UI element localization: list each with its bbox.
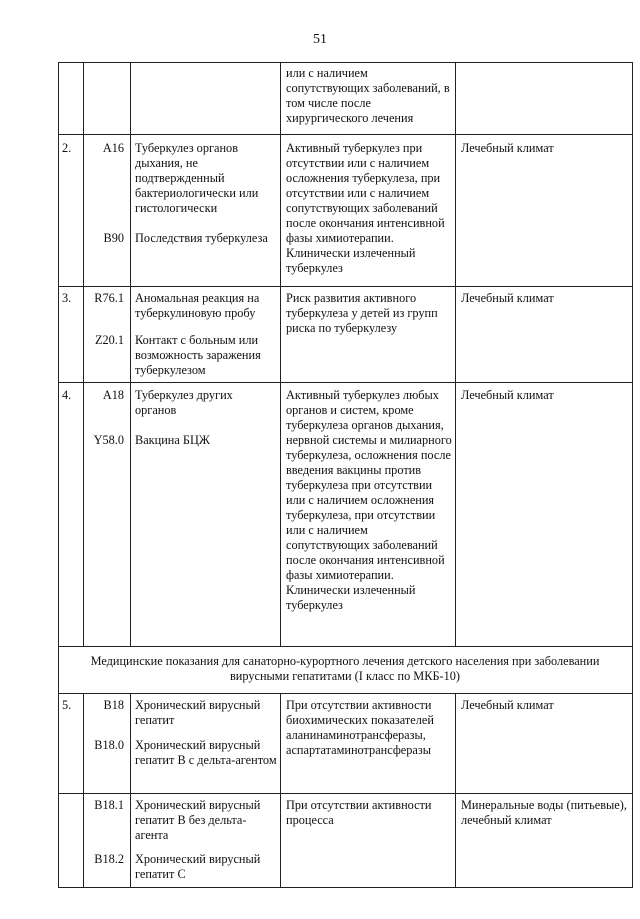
treatment-factor: Минеральные воды (питьевые), лечебный климат xyxy=(461,798,627,827)
row-number: 3. xyxy=(62,291,72,305)
disease-name: Туберкулез других органов xyxy=(135,388,233,417)
icd-code: B90 xyxy=(103,231,124,245)
row-divider xyxy=(58,646,633,647)
column-divider xyxy=(130,693,131,888)
column-divider xyxy=(130,62,131,646)
treatment-factor: Лечебный климат xyxy=(461,141,554,155)
disease-name: Хронический вирусный гепатит B без дельта-агента xyxy=(135,798,261,842)
icd-code: R76.1 xyxy=(94,291,124,305)
icd-code: A16 xyxy=(102,141,124,155)
column-divider xyxy=(455,693,456,888)
row-divider xyxy=(58,382,633,383)
page-number: 51 xyxy=(313,32,327,47)
row-divider xyxy=(58,134,633,135)
icd-code: B18 xyxy=(103,698,124,712)
row-divider xyxy=(58,887,633,888)
icd-code: Y58.0 xyxy=(93,433,124,447)
row-divider xyxy=(58,286,633,287)
treatment-factor: Лечебный климат xyxy=(461,698,554,712)
row-number: 4. xyxy=(62,388,72,402)
row-divider xyxy=(58,62,633,63)
column-divider xyxy=(280,62,281,646)
icd-code: B18.2 xyxy=(94,852,124,866)
column-divider xyxy=(280,693,281,888)
column-divider xyxy=(455,62,456,646)
icd-code: B18.0 xyxy=(94,738,124,752)
treatment-factor: Лечебный климат xyxy=(461,388,554,402)
indication-text: При отсутствии активности биохимических показателей аланинаминотрансферазы, аспартатаминотрансферазы xyxy=(286,698,434,757)
disease-name: Хронический вирусный гепатит xyxy=(135,698,261,727)
indication-text: Активный туберкулез при отсутствии или с наличием осложнения туберкулеза, при отсутствии или с наличием сопутствующих заболеваний после окончания интенсивной фазы химиотерапии. Клинически излеченный туберкулез xyxy=(286,141,445,275)
treatment-factor: Лечебный климат xyxy=(461,291,554,305)
disease-name: Последствия туберкулеза xyxy=(135,231,268,245)
indication-text: При отсутствии активности процесса xyxy=(286,798,432,827)
indication-text: Риск развития активного туберкулеза у детей из групп риска по туберкулезу xyxy=(286,291,438,335)
indication-text: или с наличием сопутствующих заболеваний, в том числе после хирургического лечения xyxy=(286,66,450,125)
row-number: 5. xyxy=(62,698,72,712)
disease-name: Хронический вирусный гепатит C xyxy=(135,852,261,881)
table-border-right xyxy=(632,62,633,888)
section-title: Медицинские показания для санаторно-курортного лечения детского населения при заболевании вирусными гепатитами (I класс по МКБ-10) xyxy=(90,654,600,683)
indications-table xyxy=(58,62,633,888)
disease-name: Хронический вирусный гепатит B с дельта-агентом xyxy=(135,738,277,767)
table-border-left xyxy=(58,62,59,888)
indication-text: Активный туберкулез любых органов и систем, кроме туберкулеза органов дыхания, нервной системы и милиарного туберкулеза, осложнения после введения вакцины против туберкулеза при отсутствии или с наличием осложнения туберкулеза, при отсутствии или с наличием сопутствующих заболеваний после окончания интенсивной фазы химиотерапии. Клинически излеченный туберкулез xyxy=(286,388,452,612)
row-divider xyxy=(58,793,633,794)
disease-name: Туберкулез органов дыхания, не подтвержденный бактериологически или гистологически xyxy=(135,141,259,215)
row-number: 2. xyxy=(62,141,72,155)
disease-name: Аномальная реакция на туберкулиновую пробу xyxy=(135,291,260,320)
row-divider xyxy=(58,693,633,694)
icd-code: Z20.1 xyxy=(94,333,124,347)
icd-code: B18.1 xyxy=(94,798,124,812)
icd-code: A18 xyxy=(102,388,124,402)
disease-name: Вакцина БЦЖ xyxy=(135,433,210,447)
disease-name: Контакт с больным или возможность заражения туберкулезом xyxy=(135,333,261,377)
